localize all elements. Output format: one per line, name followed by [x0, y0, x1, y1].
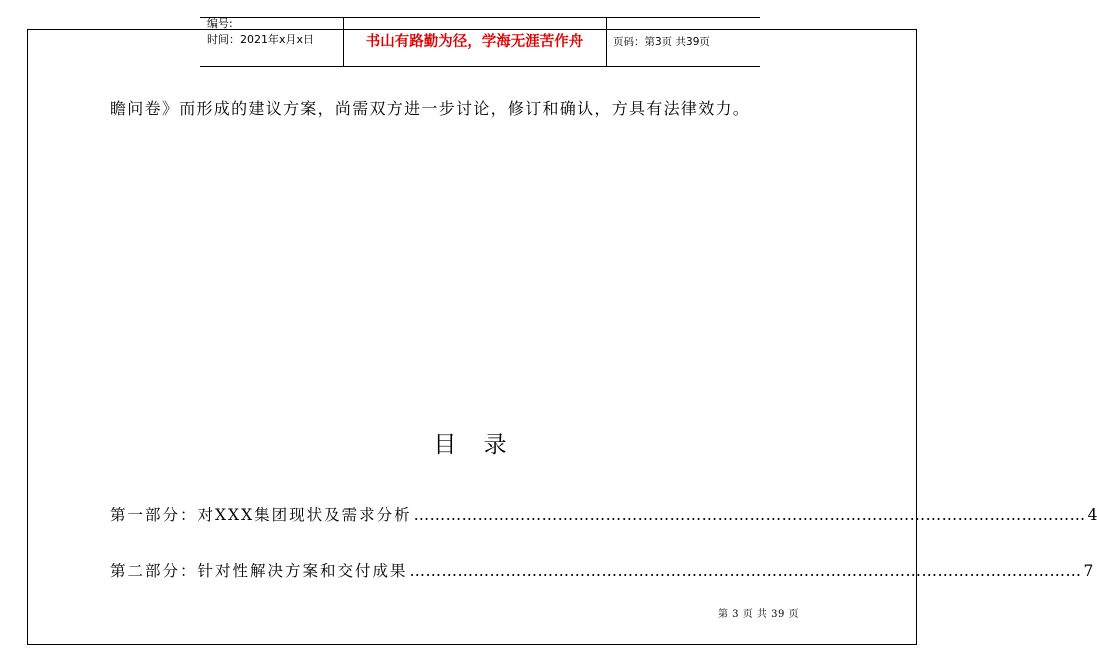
toc-entry[interactable]	[110, 559, 1094, 581]
toc-entry-page: 4	[1087, 506, 1097, 524]
body-paragraph: 瞻问卷》而形成的建议方案，尚需双方进一步讨论，修订和确认，方具有法律效力。	[110, 99, 751, 118]
toc-entry-label: 第二部分：针对性解决方案和交付成果	[110, 562, 408, 580]
header-divider	[606, 17, 607, 66]
header-motto: 书山有路勤为径，学海无涯苦作舟	[365, 34, 584, 50]
toc-entry[interactable]	[110, 503, 1097, 525]
toc-entry-label: 第一部分：对XXX集团现状及需求分析	[110, 506, 412, 524]
toc-entry-leader: ………………………………………………………………………………………………………………	[409, 562, 1082, 580]
header-bottom-rule	[200, 66, 760, 67]
document-code-label: 编号:	[207, 17, 233, 30]
footer-page-number: 第 3 页 共 39 页	[718, 609, 799, 620]
toc-title: 目 录	[433, 432, 517, 458]
toc-entry-page: 7	[1083, 562, 1094, 580]
header-page-number: 页码：第3页 共39页	[613, 36, 710, 48]
document-time: 时间：2021年x月x日	[207, 33, 315, 46]
header-top-rule	[200, 17, 760, 18]
toc-entry-leader: ………………………………………………………………………………………………………………	[413, 506, 1086, 524]
page-frame	[27, 29, 917, 645]
